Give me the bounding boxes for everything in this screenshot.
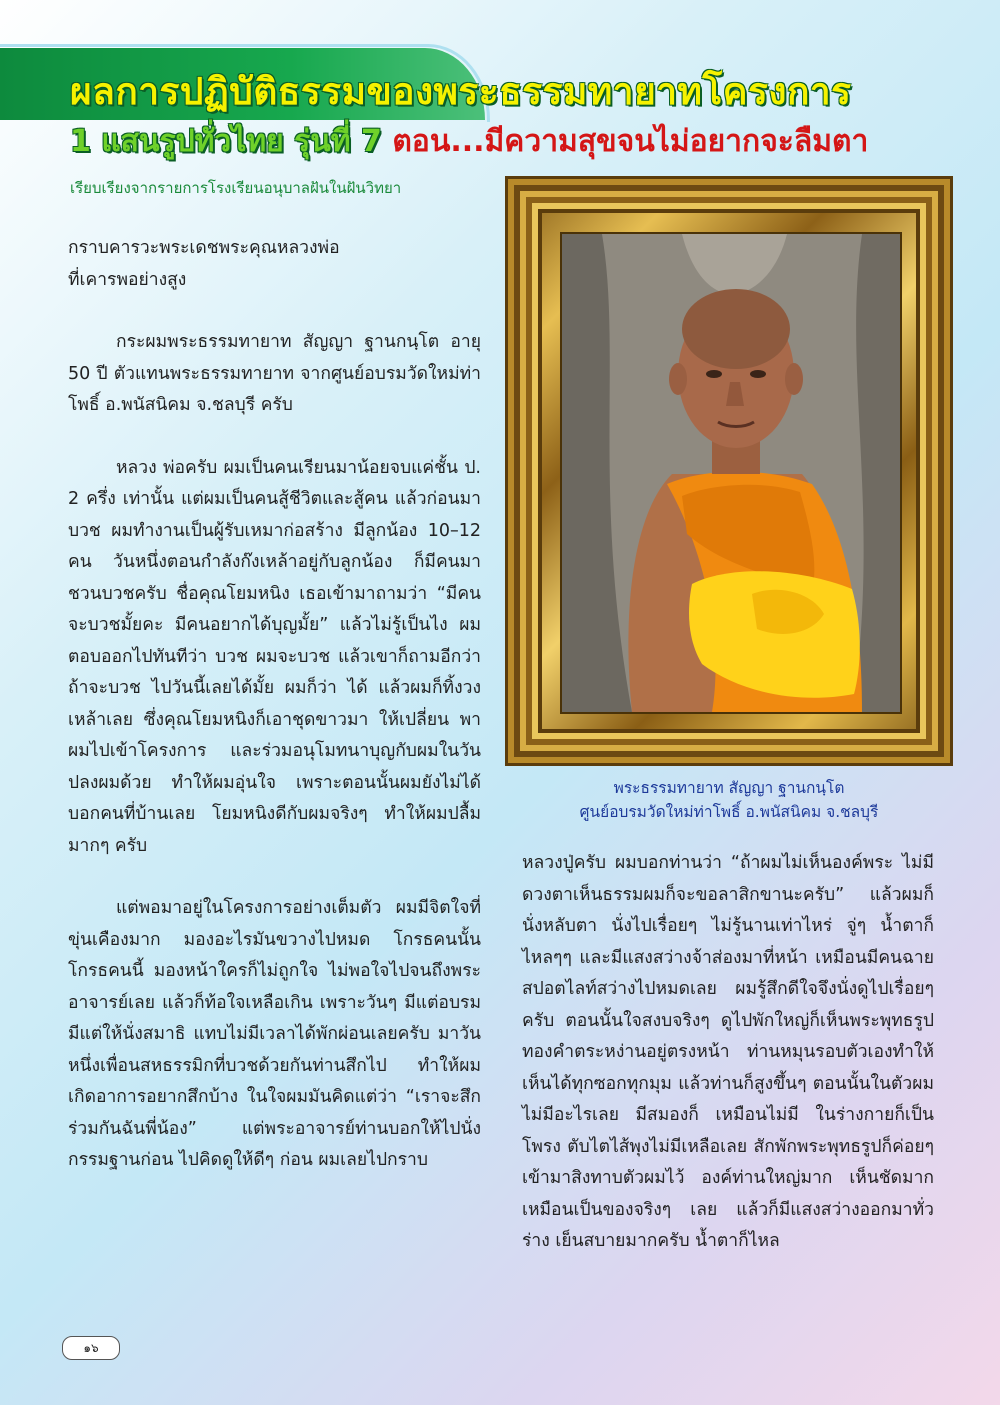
monk-portrait-image bbox=[560, 232, 902, 714]
paragraph-struggle: แต่พอมาอยู่ในโครงการอย่างเต็มตัว ผมมีจิตใจที่ขุ่นเคืองมาก มองอะไรมันขวางไปหมด โกรธคนนั้นโกรธคนนี้ มองหน้าใครก็ไม่ถูกใจ ไม่พอใจไปจนถึงพระอาจารย์เลย แล้วก็ท้อใจเหลือเกิน เพราะวันๆ มีแต่อบรม มีแต่ให้นั่งสมาธิ แทบไม่มีเวลาได้พักผ่อนเลยครับ มาวันหนึ่งเพื่อนสหธรรมิกที่บวชด้วยกันท่านสึกไป ทำให้ผมเกิดอาการอยากสึกบ้าง ในใจผมมันคิดแต่ว่า “เราจะสึกร่วมกันฉันพี่น้อง” แต่พระอาจารย์ท่านบอกให้ไปนั่งกรรมฐานก่อน ไปคิดดูให้ดีๆ ก่อน ผมเลยไปกราบ bbox=[68, 898, 481, 1170]
salutation: กราบคารวะพระเดชพระคุณหลวงพ่อ ที่เคารพอย่างสูง bbox=[68, 238, 340, 290]
paragraph-vision: หลวงปู่ครับ ผมบอกท่านว่า “ถ้าผมไม่เห็นองค์พระ ไม่มีดวงตาเห็นธรรมผมก็จะขอลาสิกขานะครับ” แล้วผมก็นั่งหลับตา นั่งไปเรื่อยๆ ไม่รู้นานเท่าไหร่ จู่ๆ น้ำตาก็ไหลๆๆ และมีแสงสว่างจ้าส่องมาที่หน้า เหมือนมีคนฉายสปอตไลท์สว่างไปหมดเลย ผมรู้สึกดีใจจึงนั่งดูไปเรื่อยๆ ครับ ตอนนั้นใจสงบจริงๆ ดูไปพักใหญ่ก็เห็นพระพุทธรูปทองคำตระหง่านอยู่ตรงหน้า ท่านหมุนรอบตัวเองทำให้เห็นได้ทุกซอกทุกมุม แล้วท่านก็สูงขึ้นๆ ตอนนั้นในตัวผมไม่มีอะไรเลย มีสมองก็ เหมือนไม่มี ในร่างกายก็เป็นโพรง ตับไตไส้พุงไม่มีเหลือเลย สักพักพระพุทธรูปก็ค่อยๆ เข้ามาสิงทาบตัวผมไว้ องค์ท่านใหญ่มาก เห็นชัดมากเหมือนเป็นของจริงๆ เลย แล้วก็มีแสงสว่างออกมาทั่วร่าง เย็นสบายมากครับ น้ำตาก็ไหล bbox=[522, 853, 934, 1251]
left-column bbox=[68, 233, 481, 1208]
byline: เรียบเรียงจากรายการโรงเรียนอนุบาลฝันในฝันวิทยา bbox=[70, 179, 402, 197]
title-episode: ตอน...มีความสุขจนไม่อยากจะลืมตา bbox=[392, 124, 869, 159]
portrait-illustration bbox=[562, 234, 900, 712]
photo-caption bbox=[505, 776, 953, 824]
paragraph-story: หลวง พ่อครับ ผมเป็นคนเรียนมาน้อยจบแค่ชั้น ป. 2 ครึ่ง เท่านั้น แต่ผมเป็นคนสู้ชีวิตและสู้คน แล้วก่อนมาบวช ผมทำงานเป็นผู้รับเหมาก่อสร้าง มีลูกน้อง 10–12 คน วันหนึ่งตอนกำลังก๊งเหล้าอยู่กับลูกน้อง ก็มีคนมาชวนบวชครับ ชื่อคุณโยมหนิง เธอเข้ามาถามว่า “มีคนจะบวชมั้ยคะ มีคนอยากได้บุญมั้ย” แล้วไม่รู้เป็นไง ผมตอบออกไปทันทีว่า บวช ผมจะบวช แล้วเขาก็ถามอีกว่า ถ้าจะบวช ไปวันนี้เลยได้มั้ย ผมก็ว่า ได้ แล้วผมก็ทิ้งวงเหล้าเลย ซึ่งคุณโยมหนิงก็เอาชุดขาวมา ให้เปลี่ยน พาผมไปเข้าโครงการ และร่วมอนุโมทนาบุญกับผมในวันปลงผมด้วย ทำให้ผมอุ่นใจ เพราะตอนนั้นผมยังไม่ได้บอกคนที่บ้านเลย โยมหนิงดีกับผมจริงๆ ทำให้ผมปลื้มมากๆ ครับ bbox=[68, 457, 481, 856]
caption-location: ศูนย์อบรมวัดใหม่ท่าโพธิ์ อ.พนัสนิคม จ.ชลบุรี bbox=[579, 803, 879, 821]
caption-name: พระธรรมทายาท สัญญา ฐานกนฺโต bbox=[613, 779, 845, 797]
paragraph-intro: กระผมพระธรรมทายาท สัญญา ฐานกนฺโต อายุ 50 ปี ตัวแทนพระธรรมทายาท จากศูนย์อบรมวัดใหม่ท่าโพธิ์ อ.พนัสนิคม จ.ชลบุรี ครับ bbox=[68, 332, 481, 415]
article-title-line1: ผลการปฏิบัติธรรมของพระธรรมทายาทโครงการ bbox=[70, 70, 852, 113]
article-title-line2 bbox=[70, 118, 868, 165]
title-series: 1 แสนรูปทั่วไทย รุ่นที่ 7 bbox=[70, 124, 382, 159]
page-number: ๑๖ bbox=[62, 1336, 120, 1360]
right-column bbox=[522, 848, 934, 1289]
